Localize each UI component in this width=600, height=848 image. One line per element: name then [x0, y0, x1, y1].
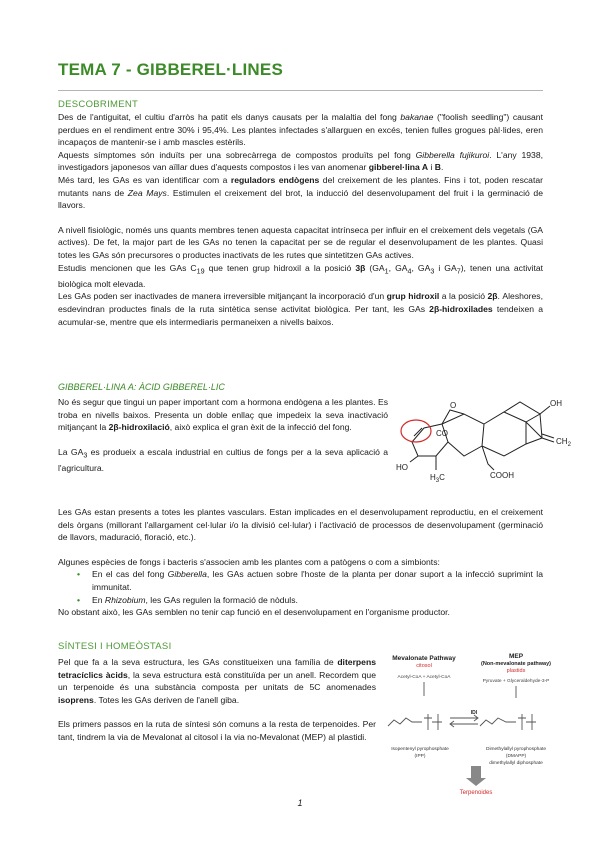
- ipp-label: Isopentenyl pyrophosphate: [391, 747, 449, 752]
- gibberellic-acid-structure: [392, 384, 577, 499]
- list-item: • En Rhizobium, les GAs regulen la formació de nòduls.: [77, 594, 298, 605]
- discovery-paragraph-3: Més tard, les GAs es van identificar com a reguladors endògens del creixement de les plantes. Fins i tot, poden rescatar mutants nans de Zea Mays. Estimulen el creixement del brot, la inducció del desenvolupament del fruit i la germinació de llavors.: [58, 174, 543, 211]
- synthesis-text: [58, 656, 376, 744]
- enzyme-label: IDI: [470, 710, 478, 716]
- oxygen-label: O: [450, 401, 457, 410]
- dmapp-name: dimethylallyl diphosphate: [489, 761, 543, 766]
- dmapp-abbrev: (DMAPP): [505, 754, 527, 759]
- methylene-label: $CH_2$: [556, 437, 571, 448]
- ga-a-paragraph-5: No obstant això, les GAs semblen no tenir cap funció en el desenvolupament en l'organisme productor.: [58, 607, 450, 618]
- synthesis-paragraph-1: Pel que fa a la seva estructura, les GAs constitueixen una família de diterpens tetracíclics àcids, la seva estructura està constituïda per un anell. Recordem que un terpenoide és una substància composta per unitats de 5C anomenades isoprens. Totes les GAs deriven de l'anell giba.: [58, 657, 376, 705]
- ga-a-paragraph-4: Algunes espècies de fongs i bacteris s'associen amb les plantes com a patògens o com a simbionts:: [58, 556, 440, 567]
- discovery-paragraph-1: Des de l'antiguitat, el cultiu d'arròs ha patit els danys causats per la malaltia del fong bakanae ("foolish seedling") causant perdues en el rendiment entre 30% i 95,4%. Les plantes infectades s'allarguen en excés, tenien fulles grogues pàl·lides, eren incapaços de mantenir-se i amb mascles estèrils.: [58, 112, 543, 148]
- page-title: TEMA 7 - GIBBEREL·LINES: [58, 60, 283, 79]
- bridge-bond-2: [526, 422, 542, 438]
- methyl-label: $H_3C$: [430, 473, 445, 484]
- lactone-bridge: [442, 410, 464, 424]
- ga-a-paragraph-1: No és segur que tingui un paper important com a hormona endògena a les plantes. Es troba en nivells baixos. Presenta un doble enllaç que impedeix la seva inactivació mitjançant la 2β-hidroxilació, això explica el gran èxit de la infecció del fong.: [58, 397, 388, 433]
- ipp-abbrev: (IPP): [414, 754, 426, 759]
- mep-location: plastids: [506, 668, 526, 674]
- bridge-bond: [526, 414, 542, 444]
- terpenoid-arrow-head: [466, 778, 486, 786]
- terpenoid-pathway-figure: [380, 652, 560, 797]
- dmapp-phosphates: [518, 714, 536, 730]
- discovery-paragraph-6: Les GAs poden ser inactivades de manera irreversible mitjançant la incorporació d'un grup hidroxil a la posició 2β. Aleshores, esdevindran productes finals de la ruta sintètica sense activitat biològica. Per tant, les GAs 2β-hidroxilades tendeixen a acumular-se, mentre que els intermediaris permaneixen a nivells baixos.: [58, 291, 543, 327]
- carboxyl-bond: [482, 446, 494, 470]
- hydroxyl-label-left: HO: [396, 463, 408, 472]
- ga-a-text: [58, 396, 388, 475]
- dmapp-chain: [480, 718, 516, 726]
- ga-a-paragraph-3: Les GAs estan presents a totes les plantes vasculars. Estan implicades en el desenvolupament reproductiu, en el creixement dels òrgans (millorant l'allargament cel·lular i/o la divisió cel·lular) i l'activació de processos de desenvolupament (germinació de llavors, maduració, floració, etc.).: [58, 507, 543, 543]
- ring-d: [504, 402, 540, 422]
- mevalonate-location: citosol: [416, 663, 432, 669]
- mevalonate-substrate: Acetyl-CoA + Acetyl-CoA: [397, 675, 451, 680]
- dmapp-label: Dimethylallyl pyrophosphate: [486, 747, 546, 752]
- mep-title: MEP: [508, 653, 524, 660]
- ring-b: [442, 414, 484, 456]
- methylene-bond: [542, 438, 554, 442]
- carbonyl-label: CO: [436, 429, 448, 438]
- ga-a-text-2: [58, 506, 543, 619]
- mep-substrate: Pyruvate + Glyceraldehyde-3-P: [482, 679, 550, 684]
- bullet-icon: •: [77, 569, 81, 580]
- bullet-icon: •: [77, 594, 81, 605]
- discovery-paragraph-2: Aquests símptomes són induïts per una sobrecàrrega de compostos produïts pel fong Gibberella fujikuroi. L'any 1938, investigadors japonesos van aïllar dues d'aquests compostos i les van anomenar gibberel·lina A i B.: [58, 149, 543, 173]
- ga-a-paragraph-2: La $GA_3$ es produeix a escala industrial en cultius de fongs per a la seva aplicació a l'agricultura.: [58, 446, 388, 474]
- section-heading-synthesis: SÍNTESI I HOMEÒSTASI: [58, 641, 172, 652]
- mevalonate-title: Mevalonate Pathway: [392, 655, 456, 662]
- ho-bond: [410, 456, 418, 462]
- subsection-heading-ga-a: GIBBEREL·LINA A: ÀCID GIBBEREL·LIC: [58, 382, 225, 392]
- discovery-text: [58, 111, 543, 328]
- ipp-chain: [388, 718, 422, 726]
- double-bond-highlight: [401, 420, 431, 442]
- ipp-phosphates: [424, 714, 442, 730]
- list-item: • En el cas del fong Gibberella, les GAs actuen sobre l'hoste de la planta per donar suport a la infecció suprimint la immunitat.: [77, 569, 543, 592]
- oh-bond: [540, 406, 550, 414]
- title-divider: [58, 90, 543, 91]
- discovery-paragraph-5: Estudis mencionen que les GAs $C_{19}$ que tenen grup hidroxil a la posició 3β ($GA_1$, $GA_4$, $GA_3$ i $GA_7$), tenen una activitat biològica molt elevada.: [58, 262, 544, 289]
- section-heading-discovery: DESCOBRIMENT: [58, 99, 139, 110]
- discovery-paragraph-4: A nivell fisiològic, només uns quants membres tenen aquesta capacitat intrínseca per influir en el creixement dels vegetals (GA actives). De fet, la major part de les GAs no tenen la capacitat per se de regular el desenvolupament de les plantes. Quasi totes les GAs són precursores o productes inactivats de les rutes que sintetitzen GAs actives.: [58, 224, 543, 260]
- mep-subtitle: (Non-mevalonate pathway): [481, 661, 551, 667]
- page-number: 1: [297, 798, 303, 808]
- carboxyl-label: COOH: [490, 471, 514, 480]
- terpenoids-label: Terpenoides: [459, 790, 493, 796]
- organism-list: [58, 568, 543, 606]
- methylene-bond-2: [542, 434, 554, 438]
- ring-c: [482, 412, 526, 456]
- hydroxyl-label-top: OH: [550, 399, 562, 408]
- synthesis-paragraph-2: Els primers passos en la ruta de síntesi són comuns a la resta de terpenoides. Per tant, tindrem la via de Mevalonat al citosol i la via no-Mevalonat (MEP) al plastidi.: [58, 719, 376, 742]
- terpenoid-arrow-shaft: [471, 766, 481, 778]
